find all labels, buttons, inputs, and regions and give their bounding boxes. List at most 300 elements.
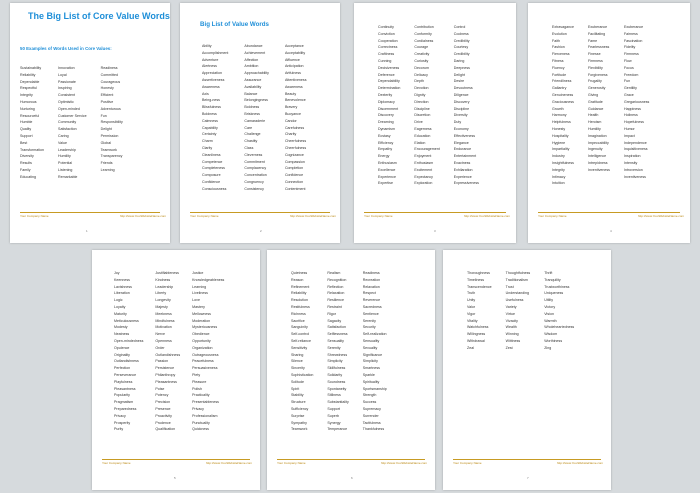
value-word: Appreciation: [202, 71, 222, 76]
value-word: Listening: [58, 167, 73, 172]
value-word: Evolution: [552, 31, 567, 36]
value-word: Humor: [623, 126, 635, 131]
value-word: Generosity: [587, 86, 606, 91]
value-word: Delicacy: [414, 72, 428, 77]
value-word: Confidence: [284, 173, 304, 178]
word-columns: [114, 270, 224, 433]
value-word: Affection: [244, 57, 259, 62]
page-footer: [277, 459, 428, 466]
value-word: Potential: [58, 161, 73, 166]
value-word: Availability: [244, 84, 262, 89]
value-word: Pragmatism: [114, 400, 134, 405]
value-word: Quickness: [192, 427, 209, 432]
value-word: Perseverance: [114, 372, 137, 377]
value-word: Exactness: [453, 160, 471, 165]
value-word: Endurance: [453, 147, 472, 152]
value-word: Diplomacy: [378, 99, 395, 104]
value-word: Teamwork: [291, 427, 308, 432]
value-word: Playfulness: [114, 379, 133, 384]
value-word: Honesty: [100, 86, 114, 91]
value-word: Confidence: [202, 179, 221, 184]
word-column-2: [58, 65, 87, 181]
value-word: Resourceful: [20, 113, 40, 118]
value-word: Passion: [155, 359, 169, 364]
value-word: Passionate: [58, 79, 76, 84]
value-word: Diligence: [453, 92, 469, 97]
value-word: Outlandishness: [114, 359, 139, 364]
value-word: Flow: [623, 58, 632, 63]
document-page-5: [92, 250, 260, 490]
value-word: Unity: [467, 298, 476, 303]
value-word: Vision: [544, 311, 554, 316]
value-word: Mindfulness: [155, 318, 175, 323]
value-word: Industry: [552, 154, 565, 159]
value-word: Privacy: [114, 413, 126, 418]
value-word: Hospitality: [552, 133, 569, 138]
value-word: Acceptance: [284, 44, 304, 48]
value-word: Refinement: [291, 284, 310, 289]
value-word: Self-control: [291, 332, 310, 337]
value-word: Humility: [587, 126, 601, 131]
value-word: Caring: [58, 133, 69, 138]
word-column-2: [327, 270, 348, 433]
page-footer: [538, 212, 685, 219]
value-word: Humility: [58, 154, 71, 159]
value-word: Restfulness: [291, 304, 310, 309]
value-word: Open-mindedness: [114, 338, 144, 343]
value-word: Significance: [362, 352, 383, 357]
value-word: Purity: [114, 427, 124, 432]
value-word: Wholeheartedness: [544, 325, 575, 330]
value-word: Balance: [244, 91, 258, 96]
value-word: Practicality: [192, 393, 210, 398]
value-word: Vigor: [467, 311, 476, 316]
value-word: Trustworthiness: [544, 284, 570, 289]
value-word: Fun: [623, 79, 631, 84]
value-word: Strength: [362, 393, 377, 398]
document-page-3: [354, 3, 516, 243]
value-word: Boldness: [202, 111, 217, 116]
value-word: Firmness: [587, 58, 603, 63]
value-word: Exploration: [414, 181, 433, 186]
value-word: Nerve: [155, 332, 165, 337]
value-word: Courtesy: [453, 45, 469, 50]
value-word: Composure: [202, 173, 221, 178]
value-word: Courageous: [100, 79, 121, 84]
value-word: Happiness: [623, 106, 641, 111]
word-column-3: [363, 270, 387, 433]
value-word: Freedom: [623, 72, 639, 77]
value-word: Truth: [467, 291, 476, 296]
value-word: Economy: [453, 126, 469, 131]
value-word: Readiness: [362, 271, 380, 275]
value-word: Spontaneity: [327, 386, 347, 391]
value-word: Meticulousness: [114, 318, 139, 323]
value-word: Wealth: [505, 325, 517, 330]
value-word: Holiness: [623, 113, 638, 118]
value-word: Sagacity: [327, 318, 342, 323]
value-word: Opportunity: [192, 338, 211, 343]
value-word: Outrageousness: [192, 352, 219, 357]
value-word: Wittiness: [505, 338, 521, 343]
value-word: Delight: [100, 127, 112, 132]
value-word: Kindness: [155, 277, 171, 282]
value-word: Nurturing: [20, 106, 35, 111]
word-column-2: [506, 270, 531, 352]
value-word: Inventiveness: [587, 167, 610, 172]
value-word: Efficiency: [378, 140, 394, 145]
value-word: Transcendence: [467, 284, 492, 289]
value-word: Enthusiasm: [378, 160, 397, 165]
value-word: Wisdom: [544, 332, 558, 337]
value-word: Challenge: [244, 132, 261, 137]
value-word: Independence: [623, 140, 647, 145]
value-word: Neatness: [114, 332, 130, 337]
value-word: Persuasiveness: [192, 366, 218, 371]
value-word: Sensuality: [327, 338, 344, 343]
value-word: Fluency: [552, 65, 565, 70]
word-column-2: [155, 270, 180, 433]
value-word: Devotion: [414, 86, 429, 91]
value-word: Decisiveness: [378, 65, 400, 70]
page-title: The Big List of Core Value Words: [28, 11, 170, 21]
value-word: Solitude: [291, 379, 304, 384]
value-word: Commitment: [244, 159, 265, 164]
value-word: Supremacy: [362, 406, 381, 411]
value-word: Stability: [291, 393, 304, 398]
value-word: Experience: [378, 174, 396, 179]
value-word: Chastity: [244, 139, 258, 144]
value-word: Enjoyment: [414, 154, 432, 159]
value-word: Family: [20, 167, 31, 172]
page-footer: [20, 212, 167, 219]
value-word: Deference: [378, 72, 395, 77]
value-word: Continuity: [378, 25, 394, 29]
value-word: Frugality: [587, 79, 602, 84]
footer-website: http://www.YourWebsiteName.com: [206, 461, 253, 465]
value-word: Diversity: [20, 154, 34, 159]
value-word: Affluence: [284, 57, 300, 62]
value-word: Withdrawal: [467, 338, 485, 343]
value-word: Adventurous: [100, 106, 121, 111]
value-word: Graciousness: [552, 99, 574, 104]
value-word: Ambition: [244, 64, 259, 69]
value-word: Giving: [587, 92, 599, 97]
value-word: Professionalism: [192, 413, 218, 418]
value-word: Integrity: [552, 167, 565, 172]
value-word: Gregariousness: [623, 99, 650, 104]
value-word: Sophistication: [291, 372, 314, 377]
value-word: Thoughtfulness: [505, 271, 531, 275]
value-word: Creativity: [414, 52, 430, 57]
value-word: Polish: [192, 386, 202, 391]
value-word: Diversity: [453, 113, 468, 118]
value-word: Persistence: [155, 366, 175, 371]
value-word: Timeliness: [467, 277, 485, 282]
value-word: Presentableness: [192, 400, 219, 405]
value-word: Boldness: [244, 105, 260, 110]
value-word: Adventure: [202, 57, 219, 62]
word-column-3: [192, 270, 224, 433]
value-word: Beauty: [284, 91, 297, 96]
value-word: Obedience: [192, 332, 210, 337]
value-word: Readiness: [100, 66, 118, 70]
value-word: Fearlessness: [587, 45, 610, 50]
value-word: Clarity: [202, 145, 213, 150]
value-word: Committed: [100, 72, 118, 77]
value-word: Ecstasy: [378, 133, 391, 138]
value-word: Entertainment: [453, 154, 477, 159]
value-word: Courage: [414, 45, 429, 50]
value-word: Vivacity: [505, 318, 518, 323]
value-word: Expressiveness: [453, 181, 479, 186]
word-columns: [378, 24, 479, 187]
value-word: Cleanliness: [202, 152, 221, 157]
value-word: Belongingness: [244, 98, 268, 103]
value-word: Insightfulness: [552, 160, 574, 165]
value-word: Approachability: [244, 71, 269, 76]
value-word: Tranquility: [544, 277, 561, 282]
word-column-3: [624, 24, 649, 187]
value-word: Delight: [453, 72, 465, 77]
value-word: Fashion: [552, 45, 565, 50]
value-word: Utility: [544, 298, 554, 303]
value-word: Simplicity: [327, 359, 343, 364]
page-number: 2: [260, 229, 262, 233]
footer-website: http://www.YourWebsiteName.com: [381, 461, 428, 465]
value-word: Ingenuity: [587, 147, 603, 152]
value-word: Love: [192, 298, 200, 303]
value-word: Open-minded: [58, 106, 80, 111]
value-word: Fairness: [623, 31, 638, 36]
value-word: Concentration: [244, 173, 267, 178]
value-word: Contribution: [414, 25, 434, 29]
value-word: Pleasantness: [155, 379, 177, 384]
value-word: Thoroughness: [467, 271, 490, 275]
value-word: Potency: [155, 393, 169, 398]
value-word: Exhilaration: [453, 167, 473, 172]
value-word: Excitement: [414, 167, 433, 172]
value-word: Support: [20, 133, 33, 138]
word-columns: [20, 65, 123, 181]
value-word: Moderation: [192, 318, 211, 323]
page-number: 7: [527, 476, 529, 480]
value-word: Customer Service: [58, 113, 87, 118]
value-word: Acceptability: [284, 50, 306, 55]
value-word: Respectful: [20, 86, 37, 91]
value-word: Elegance: [453, 140, 469, 145]
document-page-1: [10, 3, 170, 243]
value-word: Precision: [155, 400, 171, 405]
value-word: Expertise: [378, 181, 393, 186]
page-footer: [102, 459, 253, 466]
value-word: Pleasantness: [114, 386, 136, 391]
value-word: Respect: [362, 291, 376, 296]
value-word: Watchfulness: [467, 325, 489, 330]
value-word: Mysteriousness: [192, 325, 218, 330]
word-column-1: [378, 24, 400, 187]
word-column-3: [101, 65, 123, 181]
value-word: Global: [100, 140, 111, 145]
value-word: Richness: [291, 311, 306, 316]
footer-website: http://www.YourWebsiteName.com: [120, 214, 167, 218]
value-word: Charity: [284, 132, 297, 137]
value-word: Surrender: [362, 413, 379, 418]
value-word: Loyal: [58, 72, 67, 77]
value-word: Perfection: [114, 366, 131, 371]
value-word: Intrepidness: [587, 160, 608, 165]
value-word: Discretion: [414, 113, 431, 118]
value-word: Openness: [155, 338, 172, 343]
footer-website: http://www.YourWebsiteName.com: [464, 214, 511, 218]
word-column-1: [114, 270, 143, 433]
value-word: Outlandishness: [155, 352, 181, 357]
word-columns: [202, 43, 307, 193]
value-word: Cleverness: [244, 152, 263, 157]
value-word: Introversion: [623, 167, 643, 172]
value-word: Correctness: [378, 45, 398, 50]
document-page-4: [528, 3, 690, 243]
document-page-6: [267, 250, 435, 490]
value-word: Resilience: [327, 298, 344, 303]
value-word: Efficient: [100, 93, 114, 98]
value-word: Tactfulness: [362, 420, 381, 425]
value-word: Expectancy: [414, 174, 433, 179]
value-word: Usefulness: [505, 298, 524, 303]
value-word: Reason: [291, 277, 304, 282]
value-word: Exuberance: [587, 25, 608, 29]
value-word: Learning: [192, 284, 207, 289]
value-word: Willingness: [467, 332, 486, 337]
value-word: Flexibility: [587, 65, 603, 70]
value-word: Realism: [327, 271, 341, 275]
value-word: Candor: [284, 118, 297, 123]
value-word: Exuberance: [623, 25, 644, 29]
word-column-2: [414, 24, 439, 187]
value-word: Sensuality: [362, 338, 380, 343]
value-word: Briskness: [244, 111, 260, 116]
value-word: Quietness: [291, 271, 308, 275]
value-word: Humorous: [20, 99, 37, 104]
value-word: Fidelity: [623, 45, 636, 50]
value-word: Benevolence: [284, 98, 306, 103]
value-word: Direction: [414, 99, 429, 104]
value-word: Peacefulness: [192, 359, 214, 364]
value-word: Health: [587, 113, 599, 118]
value-word: Modesty: [114, 325, 128, 330]
value-word: Compassion: [284, 159, 305, 164]
value-word: Meekness: [155, 311, 172, 316]
value-word: Effectiveness: [453, 133, 476, 138]
value-word: Dependability: [378, 79, 400, 84]
value-word: Complacency: [244, 166, 267, 171]
word-column-3: [544, 270, 574, 352]
value-word: Mastery: [192, 304, 205, 309]
value-word: Selflessness: [327, 332, 348, 337]
value-word: Facilitating: [587, 31, 606, 36]
value-word: Innovation: [58, 66, 75, 70]
value-word: Knowledgeableness: [192, 277, 225, 282]
value-word: Gratitude: [587, 99, 603, 104]
word-column-1: [20, 65, 44, 181]
value-word: Recognition: [327, 277, 347, 282]
value-word: Awareness: [284, 84, 303, 89]
value-word: Serenity: [362, 318, 376, 323]
value-word: Educating: [20, 174, 36, 179]
value-word: Contentment: [284, 186, 306, 191]
footer-company-name: Your Company Name: [102, 461, 131, 465]
value-word: Value: [58, 140, 67, 145]
value-word: Substantiality: [327, 400, 349, 405]
value-word: Prudence: [155, 420, 171, 425]
page-number: 5: [174, 476, 176, 480]
value-word: Dreaming: [378, 120, 394, 125]
value-word: Discernment: [378, 106, 399, 111]
value-word: Buoyance: [284, 111, 301, 116]
word-column-1: [202, 43, 228, 193]
value-word: Recreation: [362, 277, 381, 282]
word-column-2: [588, 24, 610, 187]
value-word: Quality: [20, 127, 32, 132]
page-number: 1: [86, 229, 88, 233]
value-word: Enthusiasm: [414, 160, 434, 165]
footer-company-name: Your Company Name: [190, 214, 219, 218]
value-word: Lavishness: [114, 284, 132, 289]
value-word: Craftiness: [378, 52, 395, 57]
value-word: Depth: [414, 79, 424, 84]
word-columns: [467, 270, 574, 352]
value-word: Self-reliance: [291, 338, 311, 343]
value-word: Sentience: [362, 311, 379, 316]
value-word: Empathy: [378, 147, 393, 152]
value-word: Dexterity: [378, 92, 393, 97]
value-word: Hopefulness: [623, 120, 644, 125]
value-word: Grace: [623, 92, 634, 97]
value-word: Carefulness: [284, 125, 305, 130]
value-word: Intelligence: [587, 154, 607, 159]
value-word: Duty: [453, 120, 462, 125]
value-word: Sparkle: [362, 372, 375, 377]
value-word: Justice: [192, 271, 204, 275]
value-word: Excellence: [378, 167, 396, 172]
value-word: Imagination: [587, 133, 607, 138]
value-word: Piety: [192, 372, 201, 377]
value-word: Helpfulness: [552, 120, 571, 125]
value-word: Worthiness: [544, 338, 563, 343]
value-word: Virtue: [505, 311, 515, 316]
value-word: Fierceness: [552, 52, 570, 57]
footer-website: http://www.YourWebsiteName.com: [290, 214, 337, 218]
footer-company-name: Your Company Name: [277, 461, 306, 465]
value-word: Congruency: [244, 179, 264, 184]
value-word: Gentility: [623, 86, 637, 91]
value-word: Reliability: [20, 72, 36, 77]
value-word: Pleasure: [192, 379, 207, 384]
value-word: Artfulness: [284, 71, 301, 76]
value-word: Dynamism: [378, 126, 395, 131]
value-word: Serenity: [327, 345, 341, 350]
value-word: Forgiveness: [587, 72, 608, 77]
value-word: Firmness: [623, 52, 639, 57]
value-word: Philanthropy: [155, 372, 176, 377]
value-word: Prosperity: [114, 420, 131, 425]
value-word: Liveliness: [192, 291, 208, 296]
value-word: Desire: [453, 79, 465, 84]
value-word: Sacrifice: [291, 318, 305, 323]
value-word: Popularity: [114, 393, 130, 398]
value-word: Inspiration: [623, 154, 641, 159]
value-word: Credibility: [453, 38, 470, 43]
